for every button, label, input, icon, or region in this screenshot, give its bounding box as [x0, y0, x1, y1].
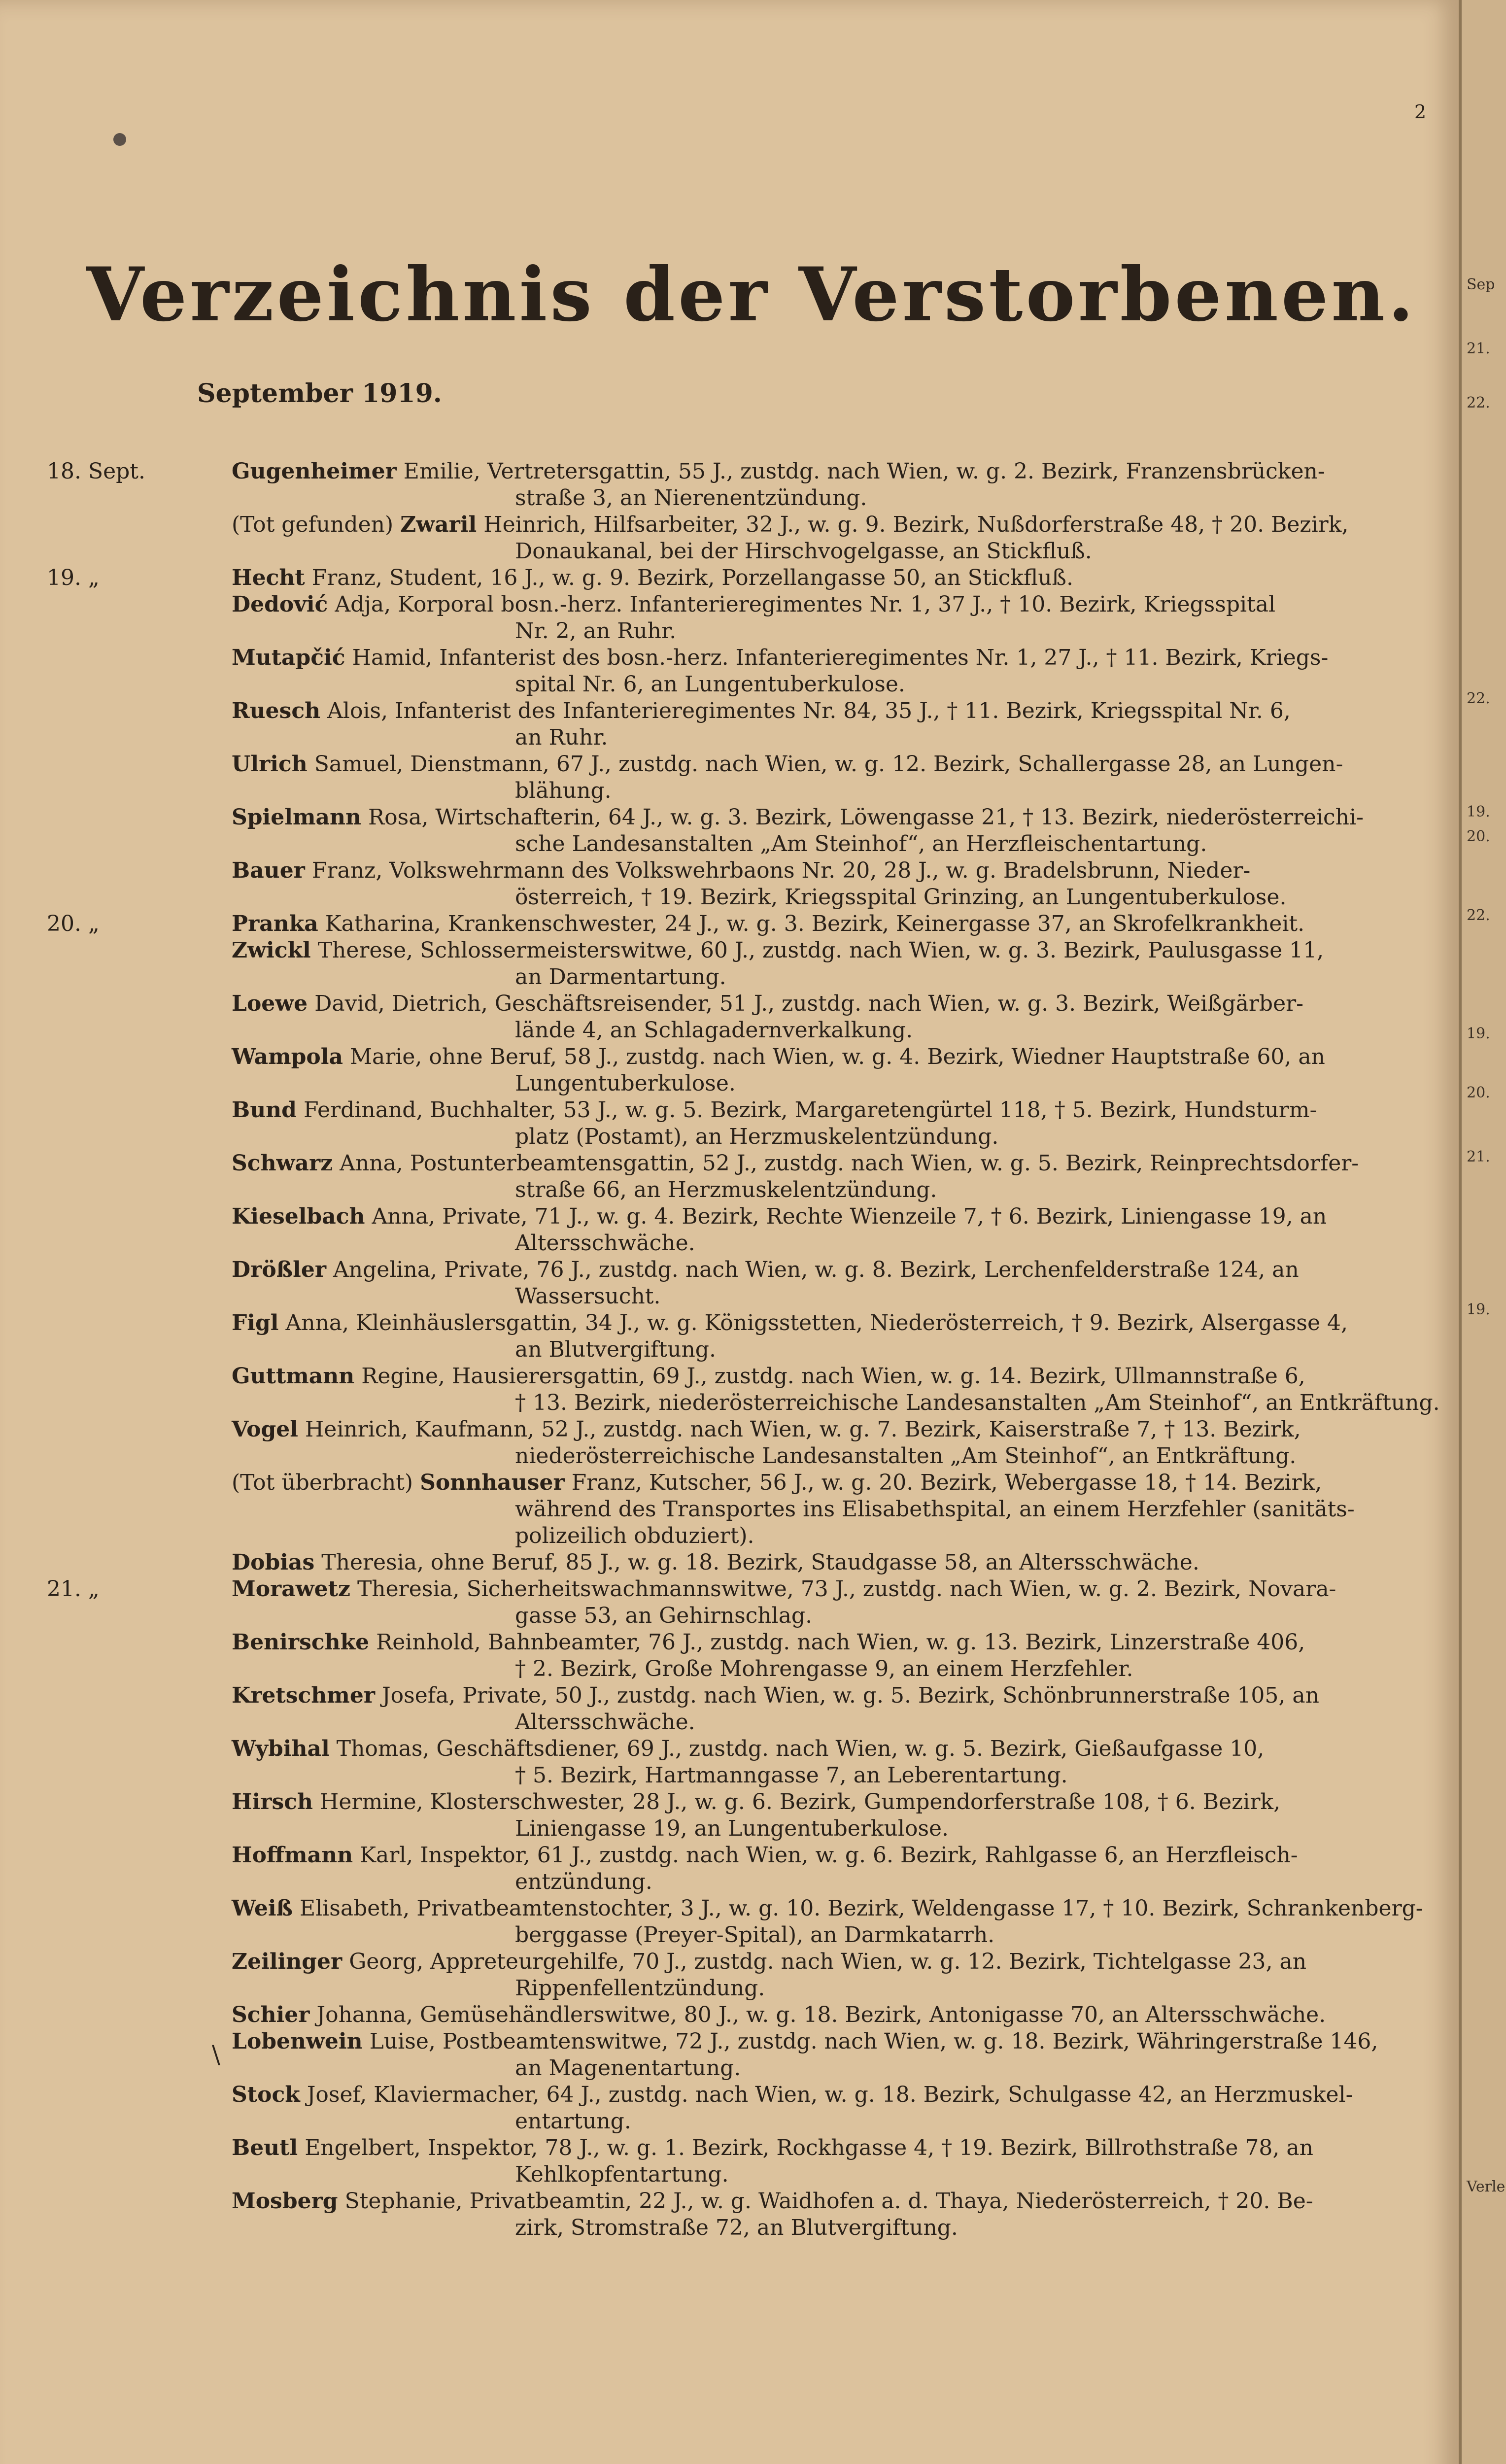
- entry-surname: Dedović: [232, 592, 328, 617]
- register-entry: [187, 1842, 1439, 1895]
- entry-surname: Zwickl: [232, 938, 311, 963]
- entry-details: Johanna, Gemüsehändlerswitwe, 80 J., w. g. 18. Bezirk, Antonigasse 70, an Altersschwäche.: [316, 2002, 1326, 2027]
- register-entry: [187, 698, 1439, 751]
- entry-details: Adja, Korporal bosn.-herz. Infanterieregimentes Nr. 1, 37 J., † 10. Bezirk, Kriegsspital: [335, 592, 1276, 617]
- entry-details: Josefa, Private, 50 J., zustdg. nach Wien, w. g. 5. Bezirk, Schönbrunnerstraße 105, an: [382, 1683, 1319, 1708]
- entry-surname: Mosberg: [232, 2189, 338, 2214]
- adjacent-page-fragment: 20.: [1467, 1084, 1490, 1101]
- entry-details: David, Dietrich, Geschäftsreisender, 51 J., zustdg. nach Wien, w. g. 3. Bezirk, Weißgärber-: [314, 991, 1304, 1016]
- register-entry: [187, 1416, 1439, 1470]
- register-entry: [187, 512, 1439, 565]
- entry-details: Marie, ohne Beruf, 58 J., zustdg. nach Wien, w. g. 4. Bezirk, Wiedner Hauptstraße 60, an: [350, 1044, 1325, 1069]
- entry-continuation: Kehlkopfentartung.: [515, 2162, 729, 2187]
- register-entry: [187, 591, 1439, 645]
- entry-details: Samuel, Dienstmann, 67 J., zustdg. nach Wien, w. g. 12. Bezirk, Schallergasse 28, an Lungen-: [314, 752, 1343, 777]
- entry-continuation: Rippenfellentzündung.: [515, 1976, 765, 2001]
- entry-date: 20. „: [47, 911, 100, 936]
- entry-continuation: Wassersucht.: [515, 1284, 661, 1309]
- register-entry: [187, 1044, 1439, 1097]
- entry-continuation: sche Landesanstalten „Am Steinhof“, an Herzfleischentartung.: [515, 831, 1207, 856]
- register-entry: [187, 804, 1439, 857]
- entry-surname: Pranka: [232, 911, 318, 936]
- entry-details: Therese, Schlossermeisterswitwe, 60 J., zustdg. nach Wien, w. g. 3. Bezirk, Paulusgasse 11,: [317, 938, 1324, 963]
- register-entry: [187, 857, 1439, 911]
- register-entry: [47, 458, 1439, 512]
- entry-continuation: Altersschwäche.: [515, 1231, 695, 1256]
- entry-surname: Ruesch: [232, 698, 321, 723]
- adjacent-page-fragment: 20.: [1467, 828, 1490, 845]
- entry-surname: Hirsch: [232, 1789, 313, 1814]
- entry-surname: Weiß: [232, 1896, 293, 1921]
- entry-continuation: † 5. Bezirk, Hartmanngasse 7, an Leberentartung.: [515, 1763, 1068, 1788]
- entry-surname: Schwarz: [232, 1151, 333, 1176]
- entry-surname: Kretschmer: [232, 1683, 376, 1708]
- entry-details: Hermine, Klosterschwester, 28 J., w. g. 6. Bezirk, Gumpendorferstraße 108, † 6. Bezirk,: [320, 1789, 1281, 1814]
- adjacent-page-fragment: 19.: [1467, 1301, 1490, 1318]
- entry-surname: Hecht: [232, 565, 305, 590]
- entry-details: Reinhold, Bahnbeamter, 76 J., zustdg. nach Wien, w. g. 13. Bezirk, Linzerstraße 406,: [376, 1630, 1305, 1655]
- entry-details: Ferdinand, Buchhalter, 53 J., w. g. 5. Bezirk, Margaretengürtel 118, † 5. Bezirk, Hundsturm-: [303, 1097, 1317, 1123]
- entry-details: Heinrich, Kaufmann, 52 J., zustdg. nach Wien, w. g. 7. Bezirk, Kaiserstraße 7, † 13. Bezirk,: [305, 1417, 1301, 1442]
- register-entry: [187, 1363, 1439, 1416]
- entry-continuation: entzündung.: [515, 1869, 652, 1894]
- adjacent-page-fragment: 22.: [1467, 907, 1490, 924]
- adjacent-page-fragment: 21.: [1467, 340, 1490, 357]
- entry-continuation: straße 3, an Nierenentzündung.: [515, 485, 867, 511]
- register-entry: [187, 1310, 1439, 1363]
- adjacent-page-fragment: Sep: [1467, 276, 1495, 293]
- entry-surname: Zeilinger: [232, 1949, 342, 1974]
- month-heading: September 1919.: [197, 378, 442, 409]
- entry-date: 21. „: [47, 1576, 100, 1602]
- entry-details: Regine, Hausierersgattin, 69 J., zustdg. nach Wien, w. g. 14. Bezirk, Ullmannstraße 6,: [361, 1364, 1305, 1389]
- entry-surname: Guttmann: [232, 1364, 355, 1389]
- entry-details: Anna, Kleinhäuslersgattin, 34 J., w. g. Königsstetten, Niederösterreich, † 9. Bezirk, Alsergasse 4,: [285, 1310, 1348, 1335]
- entry-prefix: (Tot gefunden): [232, 512, 401, 537]
- register-entry: [187, 1470, 1439, 1549]
- entry-details: Anna, Postunterbeamtensgattin, 52 J., zustdg. nach Wien, w. g. 5. Bezirk, Reinprechtsdorfer-: [340, 1151, 1359, 1176]
- entry-surname: Morawetz: [232, 1576, 350, 1602]
- entry-details: Hamid, Infanterist des bosn.-herz. Infanterieregimentes Nr. 1, 27 J., † 11. Bezirk, Kriegs-: [352, 645, 1329, 670]
- page-number: 2: [1414, 101, 1427, 123]
- death-register-list: [47, 458, 1440, 2241]
- entry-surname: Drößler: [232, 1257, 327, 1282]
- entry-details: Heinrich, Hilfsarbeiter, 32 J., w. g. 9. Bezirk, Nußdorferstraße 48, † 20. Bezirk,: [483, 512, 1349, 537]
- register-entry: [187, 937, 1439, 991]
- entry-surname: Beutl: [232, 2135, 298, 2160]
- register-entry: [47, 1576, 1439, 1629]
- entry-details: Franz, Volkswehrmann des Volkswehrbaons Nr. 20, 28 J., w. g. Bradelsbrunn, Nieder-: [311, 858, 1251, 883]
- entry-surname: Figl: [232, 1310, 279, 1335]
- entry-details: Engelbert, Inspektor, 78 J., w. g. 1. Bezirk, Rockhgasse 4, † 19. Bezirk, Billrothstraße 78, an: [305, 2135, 1313, 2160]
- adjacent-page-fragment: 19.: [1467, 803, 1490, 821]
- adjacent-page-edge: [1459, 0, 1506, 2464]
- entry-continuation: österreich, † 19. Bezirk, Kriegsspital Grinzing, an Lungentuberkulose.: [515, 885, 1287, 910]
- entry-continuation: berggasse (Preyer-Spital), an Darmkatarrh.: [515, 1922, 995, 1948]
- register-entry: [187, 1257, 1439, 1310]
- entry-continuation: spital Nr. 6, an Lungentuberkulose.: [515, 672, 905, 697]
- entry-continuation: blähung.: [515, 778, 612, 803]
- entry-surname: Vogel: [232, 1417, 298, 1442]
- entry-details: Emilie, Vertretersgattin, 55 J., zustdg. nach Wien, w. g. 2. Bezirk, Franzensbrücken-: [403, 459, 1325, 484]
- entry-continuation: † 13. Bezirk, niederösterreichische Landesanstalten „Am Steinhof“, an Entkräftung.: [515, 1390, 1440, 1415]
- entry-continuation: an Magenentartung.: [515, 2055, 741, 2081]
- entry-details: Theresia, Sicherheitswachmannswitwe, 73 J., zustdg. nach Wien, w. g. 2. Bezirk, Novara-: [357, 1576, 1336, 1602]
- entry-surname: Wampola: [232, 1044, 343, 1069]
- entry-continuation: Nr. 2, an Ruhr.: [515, 618, 677, 644]
- entry-details: Karl, Inspektor, 61 J., zustdg. nach Wien, w. g. 6. Bezirk, Rahlgasse 6, an Herzfleisch-: [360, 1843, 1298, 1868]
- entry-details: Josef, Klaviermacher, 64 J., zustdg. nach Wien, w. g. 18. Bezirk, Schulgasse 42, an Herzmuskel-: [307, 2082, 1353, 2107]
- entry-continuation: gasse 53, an Gehirnschlag.: [515, 1603, 813, 1628]
- register-entry: [187, 1097, 1439, 1150]
- entry-continuation: † 2. Bezirk, Große Mohrengasse 9, an einem Herzfehler.: [515, 1656, 1133, 1681]
- entry-surname: Loewe: [232, 991, 308, 1016]
- entry-surname: Bund: [232, 1097, 297, 1123]
- entry-surname: Mutapčić: [232, 645, 345, 670]
- entry-continuation: an Blutvergiftung.: [515, 1337, 716, 1362]
- entry-details: Elisabeth, Privatbeamtenstochter, 3 J., w. g. 10. Bezirk, Weldengasse 17, † 10. Bezirk, Schrankenberg-: [299, 1896, 1423, 1921]
- adjacent-page-fragment: Verle: [1467, 2178, 1506, 2195]
- register-entry: [187, 2002, 1439, 2028]
- punch-hole: [113, 133, 126, 146]
- entry-continuation: an Darmentartung.: [515, 964, 726, 990]
- entry-details: Rosa, Wirtschafterin, 64 J., w. g. 3. Bezirk, Löwengasse 21, † 13. Bezirk, niederösterreichi-: [368, 805, 1364, 830]
- register-entry: [187, 1789, 1439, 1842]
- adjacent-page-fragment: 21.: [1467, 1148, 1490, 1165]
- entry-surname: Zwaril: [400, 512, 477, 537]
- register-entry: [187, 991, 1439, 1044]
- register-entry: [187, 751, 1439, 804]
- entry-surname: Spielmann: [232, 805, 362, 830]
- entry-details: Franz, Kutscher, 56 J., w. g. 20. Bezirk, Webergasse 18, † 14. Bezirk,: [571, 1470, 1322, 1495]
- entry-continuation: Altersschwäche.: [515, 1710, 695, 1735]
- entry-details: Katharina, Krankenschwester, 24 J., w. g. 3. Bezirk, Keinergasse 37, an Skrofelkrankheit.: [325, 911, 1305, 936]
- register-entry: [187, 1736, 1439, 1789]
- register-entry: [187, 1682, 1439, 1736]
- adjacent-page-fragment: 22.: [1467, 394, 1490, 411]
- entry-continuation: Liniengasse 19, an Lungentuberkulose.: [515, 1816, 949, 1841]
- register-entry: [187, 1150, 1439, 1203]
- entry-date: 19. „: [47, 565, 100, 590]
- entry-surname: Dobias: [232, 1550, 315, 1575]
- entry-details: Alois, Infanterist des Infanterieregimentes Nr. 84, 35 J., † 11. Bezirk, Kriegsspital Nr. 6,: [327, 698, 1291, 723]
- entry-surname: Bauer: [232, 858, 305, 883]
- register-entry: [187, 1549, 1439, 1576]
- entry-surname: Hoffmann: [232, 1843, 353, 1868]
- entry-surname: Kieselbach: [232, 1204, 365, 1229]
- entry-date: 18. Sept.: [47, 459, 145, 484]
- register-entry: [187, 2135, 1439, 2188]
- entry-continuation: an Ruhr.: [515, 725, 608, 750]
- entry-surname: Benirschke: [232, 1630, 370, 1655]
- entry-details: Georg, Appreteurgehilfe, 70 J., zustdg. nach Wien, w. g. 12. Bezirk, Tichtelgasse 23, an: [349, 1949, 1307, 1974]
- register-entry: [187, 1629, 1439, 1682]
- entry-prefix: (Tot überbracht): [232, 1470, 420, 1495]
- register-entry: [187, 2082, 1439, 2135]
- entry-continuation: polizeilich obduziert).: [515, 1523, 754, 1548]
- entry-details: Angelina, Private, 76 J., zustdg. nach Wien, w. g. 8. Bezirk, Lerchenfelderstraße 124, an: [333, 1257, 1299, 1282]
- adjacent-page-fragment: 22.: [1467, 690, 1490, 707]
- register-entry: [47, 565, 1439, 591]
- register-entry: [187, 1949, 1439, 2002]
- entry-continuation: entartung.: [515, 2109, 631, 2134]
- entry-continuation: platz (Postamt), an Herzmuskelentzündung.: [515, 1124, 999, 1149]
- register-entry: [187, 2028, 1439, 2082]
- entry-continuation: Lungentuberkulose.: [515, 1071, 736, 1096]
- adjacent-page-fragment: 19.: [1467, 1025, 1490, 1042]
- register-entry: [187, 1203, 1439, 1257]
- entry-details: Stephanie, Privatbeamtin, 22 J., w. g. Waidhofen a. d. Thaya, Niederösterreich, † 20. Be-: [344, 2189, 1313, 2214]
- register-entry: [47, 911, 1439, 937]
- entry-continuation: zirk, Stromstraße 72, an Blutvergiftung.: [515, 2215, 958, 2240]
- entry-surname: Stock: [232, 2082, 300, 2107]
- entry-surname: Schier: [232, 2002, 310, 2027]
- entry-continuation: straße 66, an Herzmuskelentzündung.: [515, 1177, 937, 1202]
- entry-surname: Wybihal: [232, 1736, 330, 1761]
- entry-details: Thomas, Geschäftsdiener, 69 J., zustdg. nach Wien, w. g. 5. Bezirk, Gießaufgasse 10,: [336, 1736, 1265, 1761]
- register-entry: [187, 645, 1439, 698]
- entry-surname: Gugenheimer: [232, 459, 397, 484]
- entry-surname: Lobenwein: [232, 2029, 363, 2054]
- page-title: Verzeichnis der Verstorbenen.: [86, 251, 1417, 338]
- register-entry: [187, 2188, 1439, 2241]
- entry-details: Anna, Private, 71 J., w. g. 4. Bezirk, Rechte Wienzeile 7, † 6. Bezirk, Liniengasse 19, an: [372, 1204, 1327, 1229]
- entry-continuation: niederösterreichische Landesanstalten „Am Steinhof“, an Entkräftung.: [515, 1443, 1297, 1469]
- entry-surname: Sonnhauser: [420, 1470, 565, 1495]
- entry-details: Theresia, ohne Beruf, 85 J., w. g. 18. Bezirk, Staudgasse 58, an Altersschwäche.: [321, 1550, 1199, 1575]
- register-entry: [187, 1895, 1439, 1949]
- entry-continuation: während des Transportes ins Elisabethspital, an einem Herzfehler (sanitäts-: [515, 1497, 1355, 1522]
- entry-continuation: Donaukanal, bei der Hirschvogelgasse, an Stickfluß.: [515, 539, 1092, 564]
- margin-mark: \: [212, 2040, 220, 2069]
- entry-details: Luise, Postbeamtenswitwe, 72 J., zustdg. nach Wien, w. g. 18. Bezirk, Währingerstraße 146,: [369, 2029, 1378, 2054]
- entry-continuation: lände 4, an Schlagadernverkalkung.: [515, 1018, 913, 1043]
- entry-details: Franz, Student, 16 J., w. g. 9. Bezirk, Porzellangasse 50, an Stickfluß.: [311, 565, 1073, 590]
- entry-surname: Ulrich: [232, 752, 308, 777]
